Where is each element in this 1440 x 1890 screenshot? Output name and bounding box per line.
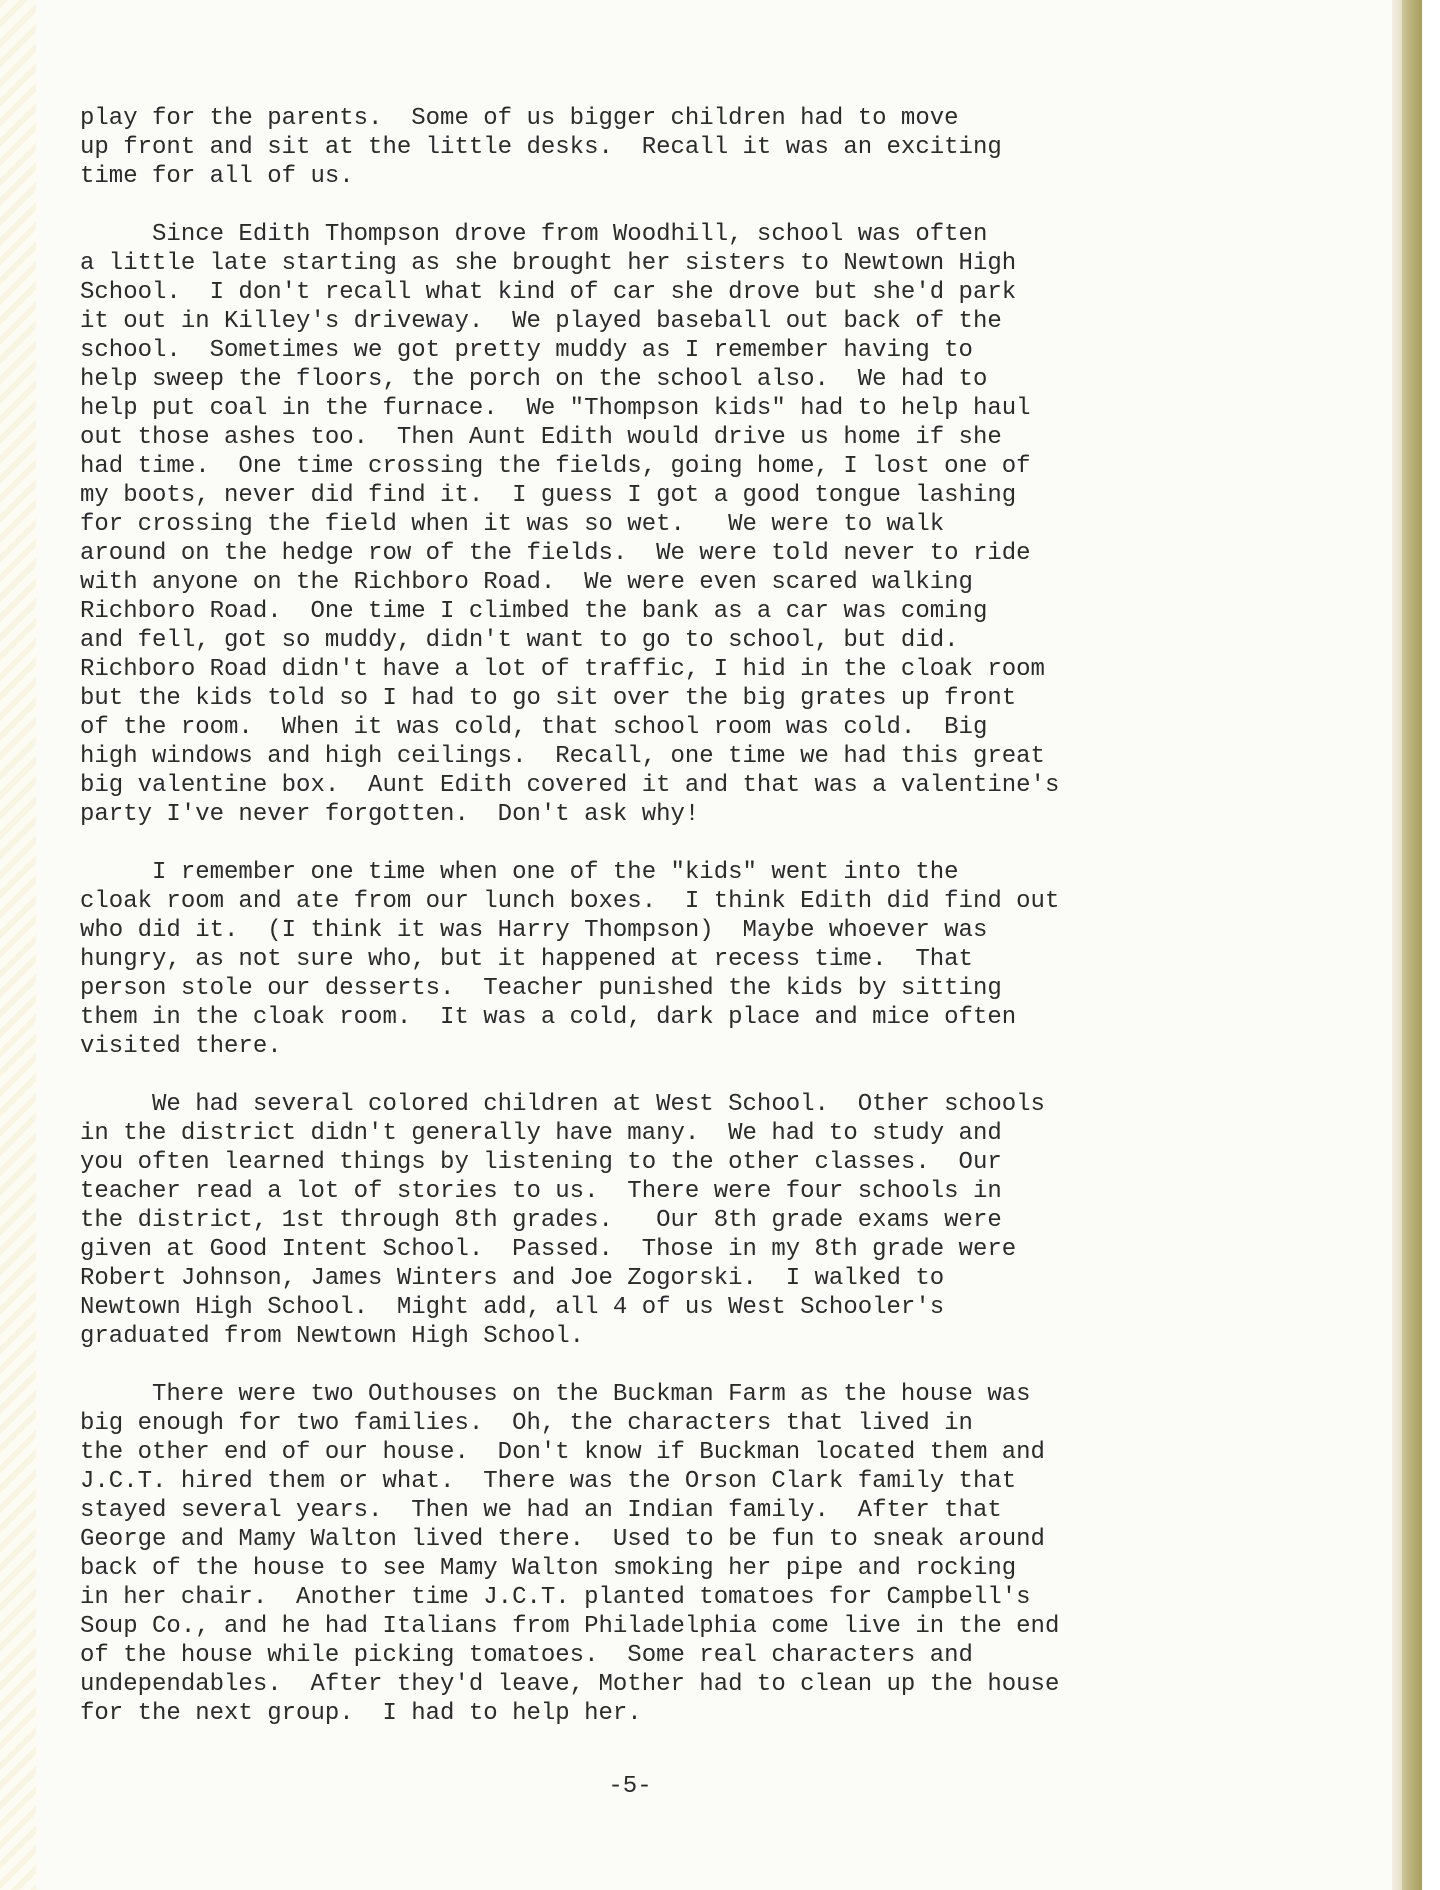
text-line: with anyone on the Richboro Road. We were even scared walking [80,569,973,596]
binding-strip [1402,0,1422,1890]
text-line: it out in Killey's driveway. We played baseball out back of the [80,308,1002,335]
text-line: of the house while picking tomatoes. Some real characters and [80,1642,973,1669]
paragraph [80,1380,1300,1728]
paragraph [80,1090,1300,1351]
text-line: Richboro Road. One time I climbed the bank as a car was coming [80,598,988,625]
text-line: Robert Johnson, James Winters and Joe Zogorski. I walked to [80,1265,945,1292]
text-line: play for the parents. Some of us bigger children had to move [80,105,959,132]
text-line: but the kids told so I had to go sit over the big grates up front [80,685,1017,712]
text-line: George and Mamy Walton lived there. Used to be fun to sneak around [80,1526,1045,1553]
document-body [80,104,1300,1757]
text-line: Richboro Road didn't have a lot of traffic, I hid in the cloak room [80,656,1045,683]
text-line: party I've never forgotten. Don't ask why! [80,801,700,828]
text-line: in the district didn't generally have many. We had to study and [80,1120,1002,1147]
text-line: and fell, got so muddy, didn't want to go to school, but did. [80,627,959,654]
text-line: help put coal in the furnace. We "Thompson kids" had to help haul [80,395,1031,422]
text-line: had time. One time crossing the fields, going home, I lost one of [80,453,1031,480]
text-line: Soup Co., and he had Italians from Philadelphia come live in the end [80,1613,1060,1640]
text-line: high windows and high ceilings. Recall, one time we had this great [80,743,1045,770]
text-line: given at Good Intent School. Passed. Those in my 8th grade were [80,1236,1017,1263]
text-line: them in the cloak room. It was a cold, dark place and mice often [80,1004,1017,1031]
text-line: in her chair. Another time J.C.T. planted tomatoes for Campbell's [80,1584,1031,1611]
text-line: Newtown High School. Might add, all 4 of us West Schooler's [80,1294,945,1321]
binding-shadow [1392,0,1402,1890]
text-line: for the next group. I had to help her. [80,1700,642,1727]
text-line: cloak room and ate from our lunch boxes. I think Edith did find out [80,888,1060,915]
paragraph [80,220,1300,829]
paragraph [80,104,1300,191]
text-line: teacher read a lot of stories to us. There were four schools in [80,1178,1002,1205]
paragraph [80,858,1300,1061]
text-line: back of the house to see Mamy Walton smoking her pipe and rocking [80,1555,1017,1582]
text-line: who did it. (I think it was Harry Thompson) Maybe whoever was [80,917,988,944]
paper-edge [0,0,36,1890]
text-line: school. Sometimes we got pretty muddy as I remember having to [80,337,973,364]
text-line: my boots, never did find it. I guess I got a good tongue lashing [80,482,1017,509]
text-line: a little late starting as she brought her sisters to Newtown High [80,250,1017,277]
text-line: up front and sit at the little desks. Recall it was an exciting [80,134,1002,161]
text-line: stayed several years. Then we had an Indian family. After that [80,1497,1002,1524]
text-line: graduated from Newtown High School. [80,1323,585,1350]
text-line: big enough for two families. Oh, the characters that lived in [80,1410,973,1437]
text-line: undependables. After they'd leave, Mother had to clean up the house [80,1671,1060,1698]
text-line: We had several colored children at West School. Other schools [80,1091,1045,1118]
page-number: -5- [608,1773,652,1800]
text-line: around on the hedge row of the fields. We were told never to ride [80,540,1031,567]
text-line: for crossing the field when it was so wet. We were to walk [80,511,945,538]
text-line: of the room. When it was cold, that school room was cold. Big [80,714,988,741]
text-line: the other end of our house. Don't know if Buckman located them and [80,1439,1045,1466]
text-line: J.C.T. hired them or what. There was the Orson Clark family that [80,1468,1017,1495]
text-line: person stole our desserts. Teacher punished the kids by sitting [80,975,1002,1002]
text-line: visited there. [80,1033,282,1060]
text-line: you often learned things by listening to the other classes. Our [80,1149,1002,1176]
text-line: the district, 1st through 8th grades. Our 8th grade exams were [80,1207,1002,1234]
text-line: help sweep the floors, the porch on the school also. We had to [80,366,988,393]
text-line: out those ashes too. Then Aunt Edith would drive us home if she [80,424,1002,451]
text-line: hungry, as not sure who, but it happened at recess time. That [80,946,973,973]
text-line: Since Edith Thompson drove from Woodhill, school was often [80,221,988,248]
text-line: time for all of us. [80,163,354,190]
binding-outer [1422,0,1440,1890]
text-line: big valentine box. Aunt Edith covered it and that was a valentine's [80,772,1060,799]
text-line: School. I don't recall what kind of car she drove but she'd park [80,279,1017,306]
text-line: There were two Outhouses on the Buckman Farm as the house was [80,1381,1031,1408]
text-line: I remember one time when one of the "kids" went into the [80,859,959,886]
